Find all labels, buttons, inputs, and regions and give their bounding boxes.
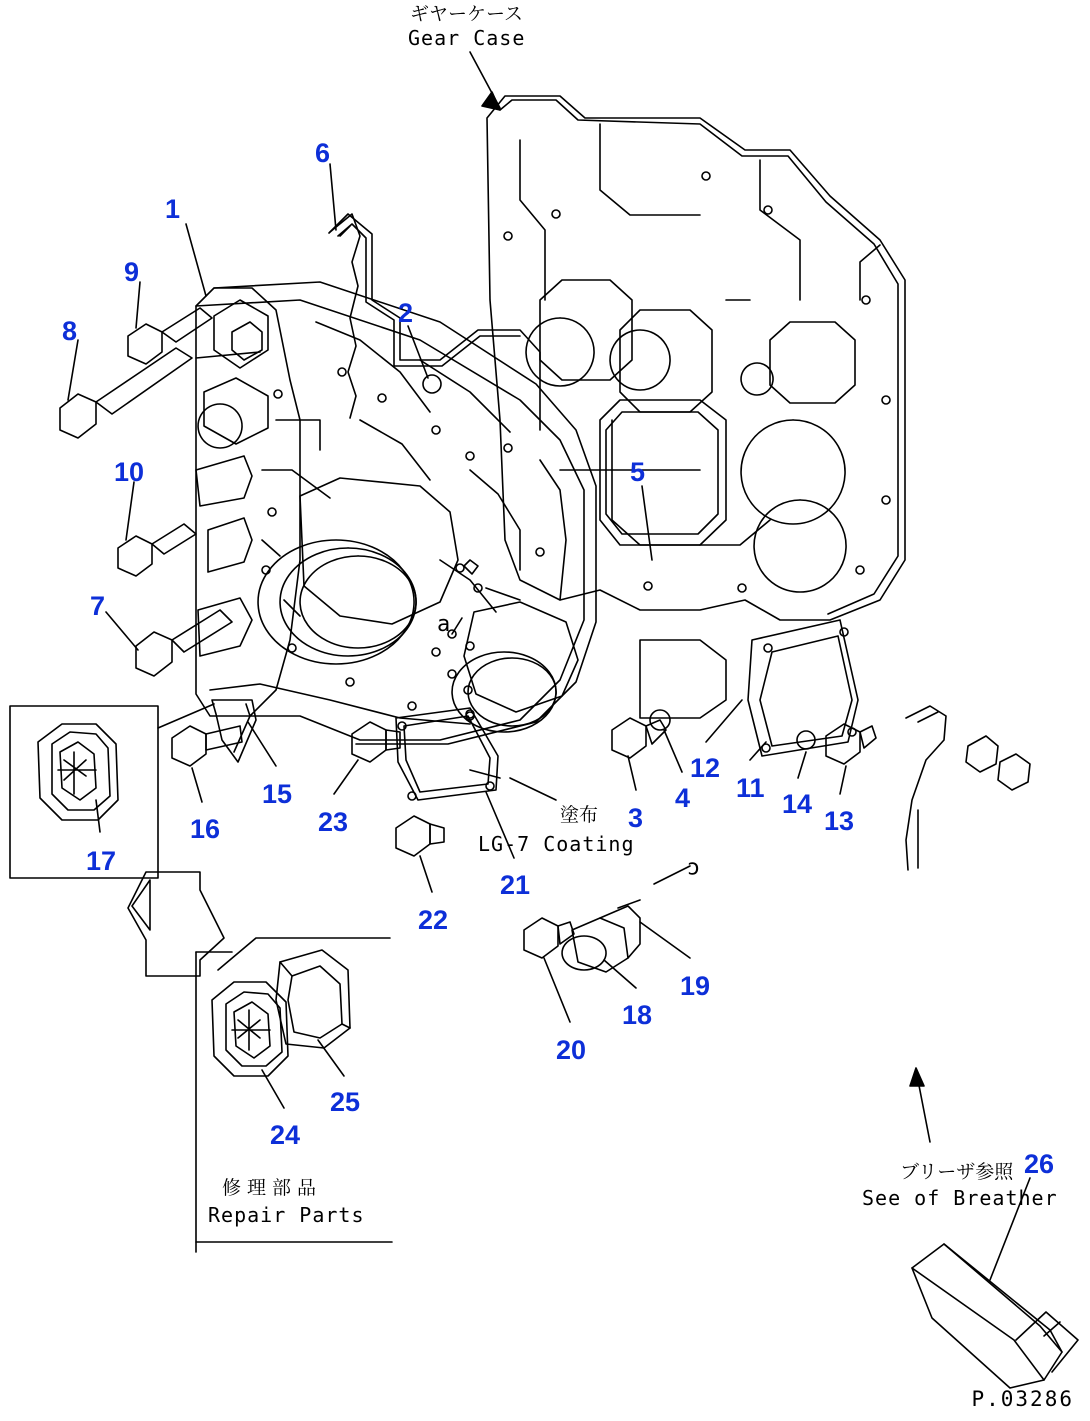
callout-19[interactable]: 19 [680,971,711,1001]
gear-case-title-jp: ギヤーケース [410,3,524,25]
callout-12[interactable]: 12 [690,753,721,783]
callout-26[interactable]: 26 [1024,1149,1055,1179]
callout-6[interactable]: 6 [315,138,331,168]
callout-1[interactable]: 1 [165,194,181,224]
callout-17[interactable]: 17 [86,846,117,876]
callout-15[interactable]: 15 [262,779,293,809]
callout-9[interactable]: 9 [124,257,140,287]
callout-3[interactable]: 3 [628,803,644,833]
callout-21[interactable]: 21 [500,870,531,900]
detail-marker-a: a [437,612,452,637]
callout-16[interactable]: 16 [190,814,221,844]
repair-parts-note-en: Repair Parts [208,1203,365,1227]
callout-8[interactable]: 8 [62,316,78,346]
coating-note-jp: 塗布 [560,804,599,826]
callout-24[interactable]: 24 [270,1120,301,1150]
breather-note-jp: ブリーザ参照 [900,1161,1014,1183]
callout-5[interactable]: 5 [630,457,646,487]
drawing-number: P.03286 [971,1387,1074,1411]
callout-7[interactable]: 7 [90,591,106,621]
callout-2[interactable]: 2 [398,298,414,328]
gear-case-title-en: Gear Case [408,26,526,50]
callout-25[interactable]: 25 [330,1087,361,1117]
callout-18[interactable]: 18 [622,1000,653,1030]
callout-20[interactable]: 20 [556,1035,587,1065]
repair-parts-note-jp: 修理部品 [222,1177,323,1199]
callout-13[interactable]: 13 [824,806,855,836]
coating-note-en: LG-7 Coating [478,832,635,856]
detail-marker-c: c [686,856,701,882]
breather-note-en: See of Breather [862,1186,1058,1210]
callout-4[interactable]: 4 [675,783,691,813]
callout-14[interactable]: 14 [782,789,813,819]
callout-11[interactable]: 11 [736,773,765,803]
callout-23[interactable]: 23 [318,807,349,837]
callout-22[interactable]: 22 [418,905,449,935]
callout-10[interactable]: 10 [114,457,145,487]
